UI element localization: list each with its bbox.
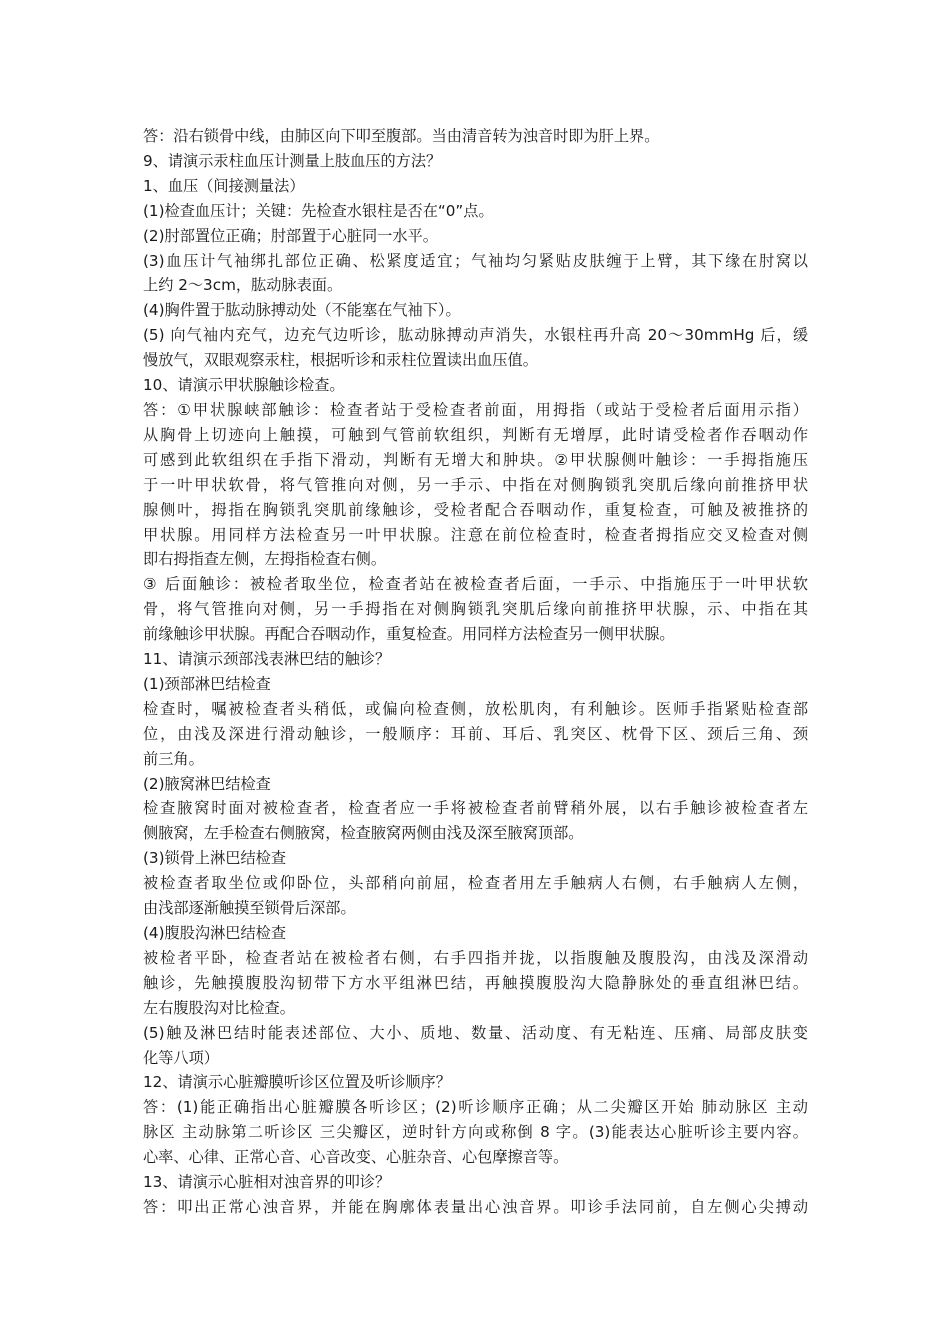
section-heading: 1、血压（间接测量法）	[143, 176, 305, 195]
question-heading: 11、请演示颈部浅表淋巴结的触诊？	[143, 650, 391, 669]
text-line: 侧腋窝，左手检查右侧腋窝，检查腋窝两侧由浅及深至腋窝顶部。	[143, 824, 584, 843]
question-heading: 9、请演示汞柱血压计测量上肢血压的方法？	[143, 151, 442, 170]
text-line: 左右腹股沟对比检查。	[143, 998, 295, 1017]
text-line: (5) 向气袖内充气，边充气边听诊，肱动脉搏动声消失，水银柱再升高 20～30mmHg 后，缓	[143, 326, 808, 345]
text-line: 慢放气，双眼观察汞柱，根据听诊和汞柱位置读出血压值。	[143, 351, 538, 370]
text-line: 前三角。	[143, 749, 204, 768]
text-line: 脉区 主动脉第二听诊区 三尖瓣区，逆时针方向或称倒 8 字。(3)能表达心脏听诊主要内容。	[143, 1123, 808, 1142]
question-heading: 10、请演示甲状腺触诊检查。	[143, 376, 345, 395]
question-heading: 12、请演示心脏瓣膜听诊区位置及听诊顺序？	[143, 1073, 451, 1092]
text-line: 腺侧叶，拇指在胸锁乳突肌前缘触诊，受检者配合吞咽动作，重复检查，可触及被推挤的	[143, 500, 808, 519]
text-line: (3)血压计气袖绑扎部位正确、松紧度适宜；气袖均匀紧贴皮肤缠于上臂，其下缘在肘窝以	[143, 251, 808, 270]
text-line: 答：沿右锁骨中线，由肺区向下叩至腹部。当由清音转为浊音时即为肝上界。	[143, 127, 660, 145]
text-line: (5)触及淋巴结时能表述部位、大小、质地、数量、活动度、有无粘连、压痛、局部皮肤变	[143, 1023, 808, 1042]
text-line: 被检者平卧，检查者站在被检者右侧，右手四指并拢，以指腹触及腹股沟，由浅及深滑动	[143, 948, 808, 967]
text-line: 由浅部逐渐触摸至锁骨后深部。	[143, 899, 356, 918]
text-line: 前缘触诊甲状腺。再配合吞咽动作，重复检查。用同样方法检查另一侧甲状腺。	[143, 625, 675, 644]
sub-heading: (1)颈部淋巴结检查	[143, 674, 271, 693]
text-line: 答：①甲状腺峡部触诊：检查者站于受检查者前面，用拇指（或站于受检者后面用示指）	[143, 400, 808, 419]
text-line: 即右拇指查左侧，左拇指检查右侧。	[143, 550, 386, 569]
text-line: 可感到此软组织在手指下滑动，判断有无增大和肿块。②甲状腺侧叶触诊：一手拇指施压	[143, 450, 808, 469]
text-line: 心率、心律、正常心音、心音改变、心脏杂音、心包摩擦音等。	[143, 1148, 569, 1167]
text-line: 从胸骨上切迹向上触摸，可触到气管前软组织，判断有无增厚，此时请受检者作吞咽动作	[143, 425, 808, 444]
text-line: ③ 后面触诊：被检者取坐位，检查者站在被检查者后面，一手示、中指施压于一叶甲状软	[143, 575, 808, 594]
text-line: 上约 2～3cm，肱动脉表面。	[143, 276, 343, 295]
text-line: (1)检查血压计；关键：先检查水银柱是否在“0”点。	[143, 201, 494, 220]
sub-heading: (2)腋窝淋巴结检查	[143, 774, 271, 793]
question-heading: 13、请演示心脏相对浊音界的叩诊？	[143, 1173, 391, 1192]
text-line: (4)胸件置于肱动脉搏动处（不能塞在气袖下）。	[143, 301, 461, 320]
text-line: 答：叩出正常心浊音界，并能在胸廓体表量出心浊音界。叩诊手法同前，自左侧心尖搏动	[143, 1197, 808, 1216]
text-line: 于一叶甲状软骨，将气管推向对侧，另一手示、中指在对侧胸锁乳突肌后缘向前推挤甲状	[143, 475, 808, 494]
text-line: 答：(1)能正确指出心脏瓣膜各听诊区；(2)听诊顺序正确；从二尖瓣区开始 肺动脉区 主动	[143, 1098, 808, 1117]
sub-heading: (3)锁骨上淋巴结检查	[143, 849, 287, 868]
text-line: 触诊，先触摸腹股沟韧带下方水平组淋巴结，再触摸腹股沟大隐静脉处的垂直组淋巴结。	[143, 973, 808, 992]
text-line: 化等八项）	[143, 1048, 219, 1067]
sub-heading: (4)腹股沟淋巴结检查	[143, 924, 287, 942]
text-line: 检查腋窝时面对被检查者，检查者应一手将被检查者前臂稍外展，以右手触诊被检查者左	[143, 799, 808, 818]
document-page	[143, 124, 808, 1220]
text-line: (2)肘部置位正确；肘部置于心脏同一水平。	[143, 226, 438, 245]
text-line: 检查时，嘱被检查者头稍低，或偏向检查侧，放松肌肉，有利触诊。医师手指紧贴检查部	[143, 699, 808, 718]
text-line: 骨，将气管推向对侧，另一手拇指在对侧胸锁乳突肌后缘向前推挤甲状腺，示、中指在其	[143, 600, 808, 619]
text-line: 甲状腺。用同样方法检查另一叶甲状腺。注意在前位检查时，检查者拇指应交叉检查对侧	[143, 525, 808, 544]
text-line: 被检查者取坐位或仰卧位，头部稍向前屈，检查者用左手触病人右侧，右手触病人左侧，	[143, 874, 808, 893]
text-line: 位，由浅及深进行滑动触诊，一般顺序：耳前、耳后、乳突区、枕骨下区、颈后三角、颈	[143, 724, 808, 743]
